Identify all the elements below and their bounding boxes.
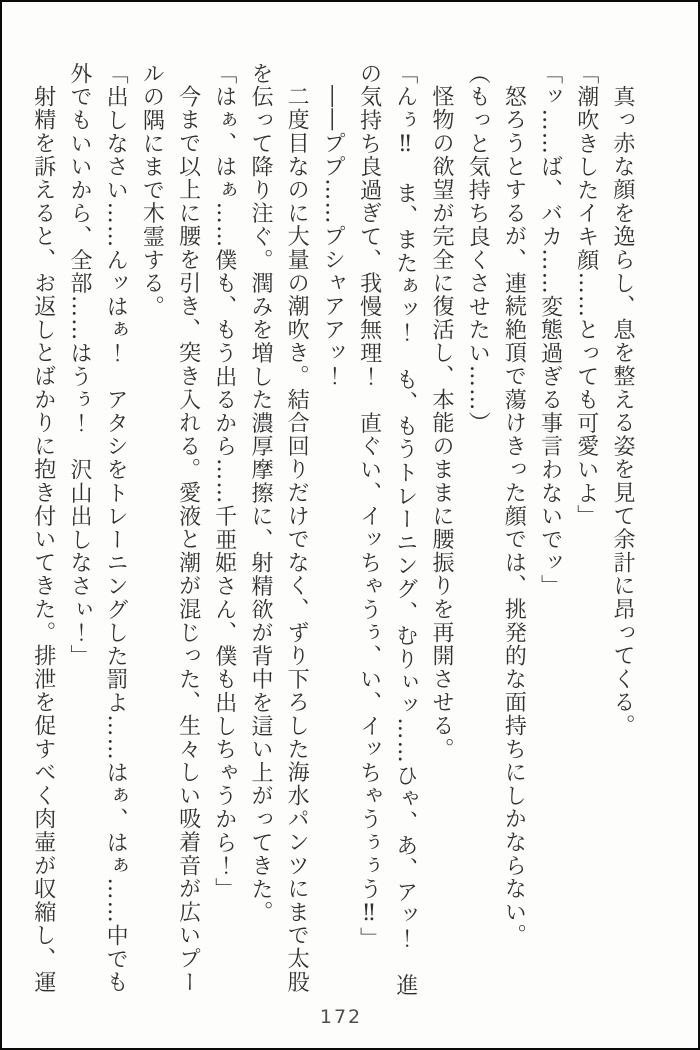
text-column: 怪物の欲望が完全に復活し、本能のままに腰振りを再開させる。 [428, 85, 454, 761]
text-column: の気持ち良過ぎて、我慢無理！ 直ぐい、イッちゃうぅ、い、イッちゃうぅぅう‼」 [356, 62, 382, 951]
text-column: 二度目なのに大量の潮吹き。結合回りだけでなく、ずり下ろした海水パンツにまで太股 [284, 85, 310, 994]
text-column: 真っ赤な顔を逸らし、息を整える姿を見て余計に昂ってくる。 [610, 85, 635, 738]
text-column: （もっと気持ち良くさせたい……） [465, 62, 491, 435]
text-column: 「んぅ‼ ま、またぁッ！ も、もうトレーニング、むりぃッ……ひゃ、あ、アッ！ 進 [392, 62, 418, 997]
page-text-block [23, 62, 640, 1010]
text-column: 「出しなさい……んッはぁ！ アタシをトレーニングした罰よ……はぁ、はぁ……中でも [103, 62, 129, 994]
text-column: 「潮吹きしたイキ顔……とっても可愛いよ」 [573, 62, 599, 528]
text-column: 外でもいいから、全部……はうぅ！ 沢山出しなさぃ！」 [66, 62, 92, 668]
text-column: 射精を訴えると、お返しとばかりに抱き付いてきた。排泄を促すべく肉壷が収縮し、運 [30, 85, 56, 994]
text-column: 怒ろうとするが、連続絶頂で蕩けきった顔では、挑発的な面持ちにしかならない。 [501, 85, 527, 948]
text-column: 今まで以上に腰を引き、突き入れる。愛液と潮が混じった、生々しい吸着音が広いプー [175, 85, 201, 994]
text-column: を伝って降り注ぐ。潤みを増した濃厚摩擦に、射精欲が背中を這い上がってきた。 [247, 62, 273, 925]
text-column: 「はぁ、はぁ……僕も、もう出るから……千亜姫さん、僕も出しちゃうから！」 [211, 62, 237, 901]
text-column: ――ププ……プシャアアッ！ [320, 85, 346, 389]
text-column: 「ッ……ば、バカ……変態過ぎる事言わないでッ」 [537, 62, 563, 598]
page-number: 172 [319, 1006, 363, 1028]
text-column: ルの隅にまで木霊する。 [139, 62, 165, 319]
